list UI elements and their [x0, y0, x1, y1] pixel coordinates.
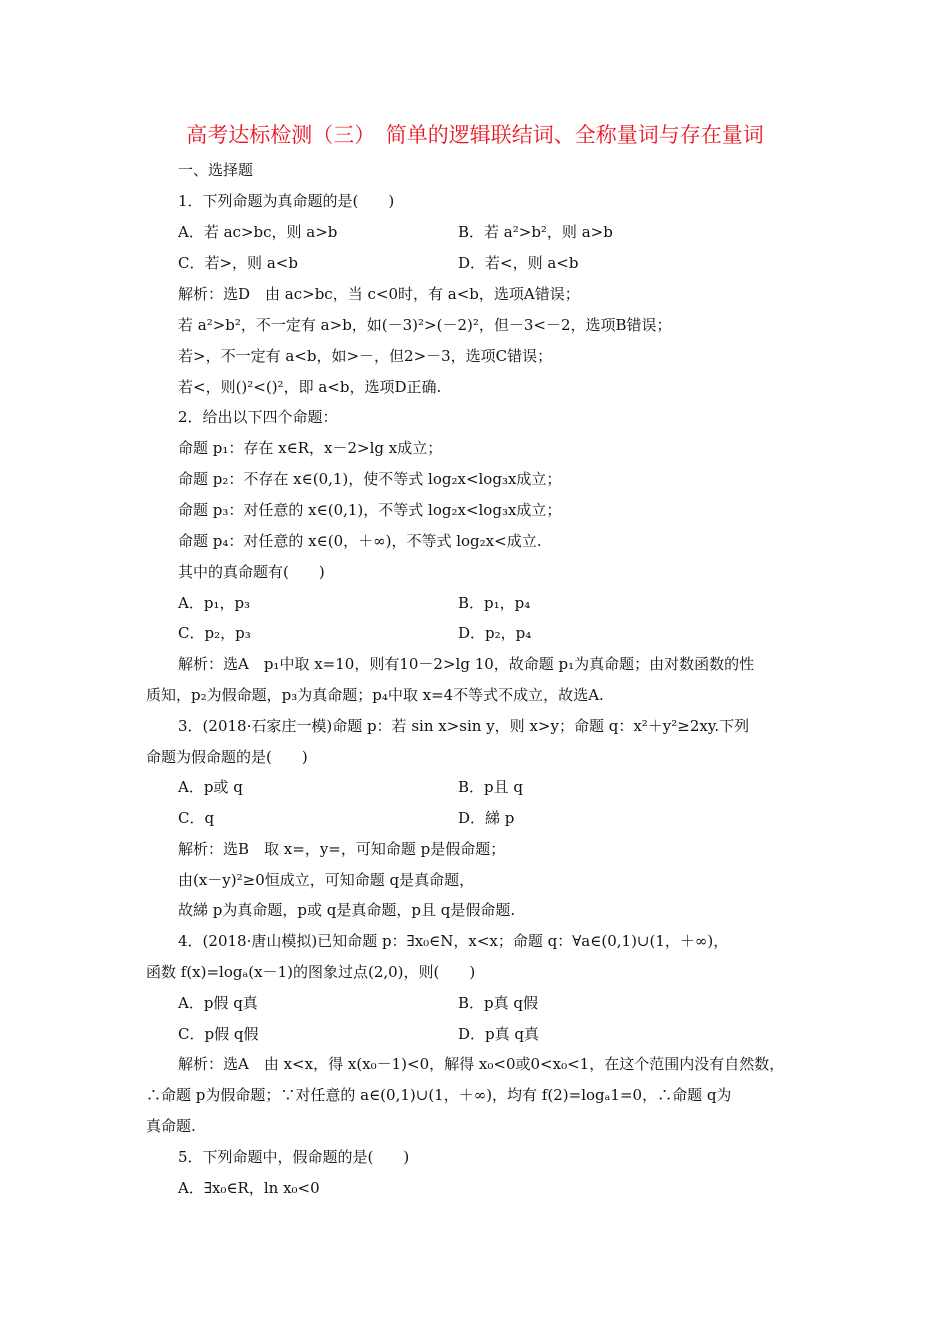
question-1-option-c: C．若>，则 a<b [178, 254, 298, 272]
question-1-analysis-line: 解析：选D 由 ac>bc，当 c<0时，有 a<b，选项A错误； [178, 285, 580, 303]
question-4-option-d: D．p真 q真 [458, 1025, 539, 1043]
question-2-prompt: 其中的真命题有( ) [178, 563, 325, 581]
question-3-option-c: C．q [178, 809, 215, 827]
question-3-option-b: B．p且 q [458, 778, 523, 796]
question-4-analysis-line: 真命题. [146, 1117, 196, 1135]
question-1-stem: 1．下列命题为真命题的是( ) [178, 192, 395, 210]
question-3-stem: 命题为假命题的是( ) [146, 748, 308, 766]
question-3-analysis-line: 故綈 p为真命题，p或 q是真命题，p且 q是假命题. [178, 901, 516, 919]
question-4-stem: 4．(2018·唐山模拟)已知命题 p：∃x₀∈N，x<x；命题 q：∀a∈(0,1)∪(1，＋∞)， [178, 932, 729, 950]
question-1-option-d: D．若<，则 a<b [458, 254, 579, 272]
question-3-analysis-line: 由(x－y)²≥0恒成立，可知命题 q是真命题， [178, 871, 475, 889]
question-1-analysis-line: 若<，则()²<()²，即 a<b，选项D正确. [178, 378, 442, 396]
question-5-option-a: A．∃x₀∈R，ln x₀<0 [178, 1179, 320, 1197]
question-2-option-c: C．p₂，p₃ [178, 624, 251, 642]
question-4-analysis-line: 解析：选A 由 x<x，得 x(x₀－1)<0，解得 x₀<0或0<x₀<1，在这个范围内没有自然数， [178, 1055, 785, 1073]
question-2-option-b: B．p₁，p₄ [458, 594, 531, 612]
question-2-stem: 2．给出以下四个命题： [178, 408, 338, 426]
question-2-proposition: 命题 p₂：不存在 x∈(0,1)，使不等式 log₂x<log₃x成立； [178, 470, 562, 488]
question-1-analysis-line: 若>，不一定有 a<b，如>－，但2>－3，选项C错误； [178, 347, 553, 365]
question-4-option-c: C．p假 q假 [178, 1025, 259, 1043]
question-2-proposition: 命题 p₄：对任意的 x∈(0，＋∞)，不等式 log₂x<成立. [178, 532, 542, 550]
question-3-option-a: A．p或 q [178, 778, 243, 796]
question-3-stem: 3．(2018·石家庄一模)命题 p：若 sin x>sin y，则 x>y；命题 q：x²＋y²≥2xy.下列 [178, 717, 750, 735]
question-2-proposition: 命题 p₁：存在 x∈R，x－2>lg x成立； [178, 439, 443, 457]
question-1-option-a: A．若 ac>bc，则 a>b [178, 223, 338, 241]
question-5-stem: 5．下列命题中，假命题的是( ) [178, 1148, 410, 1166]
document-title: 高考达标检测（三） 简单的逻辑联结词、全称量词与存在量词 [186, 123, 764, 147]
question-4-analysis-line: ∴命题 p为假命题；∵对任意的 a∈(0,1)∪(1，＋∞)，均有 f(2)=logₐ1=0，∴命题 q为 [146, 1086, 732, 1104]
section-heading: 一、选择题 [178, 161, 254, 179]
question-4-option-b: B．p真 q假 [458, 994, 538, 1012]
question-2-option-a: A．p₁，p₃ [178, 594, 251, 612]
question-2-analysis-line: 质知，p₂为假命题，p₃为真命题；p₄中取 x=4不等式不成立，故选A. [146, 686, 604, 704]
question-3-analysis-line: 解析：选B 取 x=，y=，可知命题 p是假命题； [178, 840, 506, 858]
question-3-option-d: D．綈 p [458, 809, 515, 827]
question-4-stem: 函数 f(x)=logₐ(x－1)的图象过点(2,0)，则( ) [146, 963, 476, 981]
question-2-proposition: 命题 p₃：对任意的 x∈(0,1)，不等式 log₂x<log₃x成立； [178, 501, 562, 519]
question-1-option-b: B．若 a²>b²，则 a>b [458, 223, 613, 241]
question-2-option-d: D．p₂，p₄ [458, 624, 532, 642]
question-4-option-a: A．p假 q真 [178, 994, 258, 1012]
question-2-analysis-line: 解析：选A p₁中取 x=10，则有10－2>lg 10，故命题 p₁为真命题；由对数函数的性 [178, 655, 755, 673]
question-1-analysis-line: 若 a²>b²，不一定有 a>b，如(－3)²>(－2)²，但－3<－2，选项B错误； [178, 316, 672, 334]
